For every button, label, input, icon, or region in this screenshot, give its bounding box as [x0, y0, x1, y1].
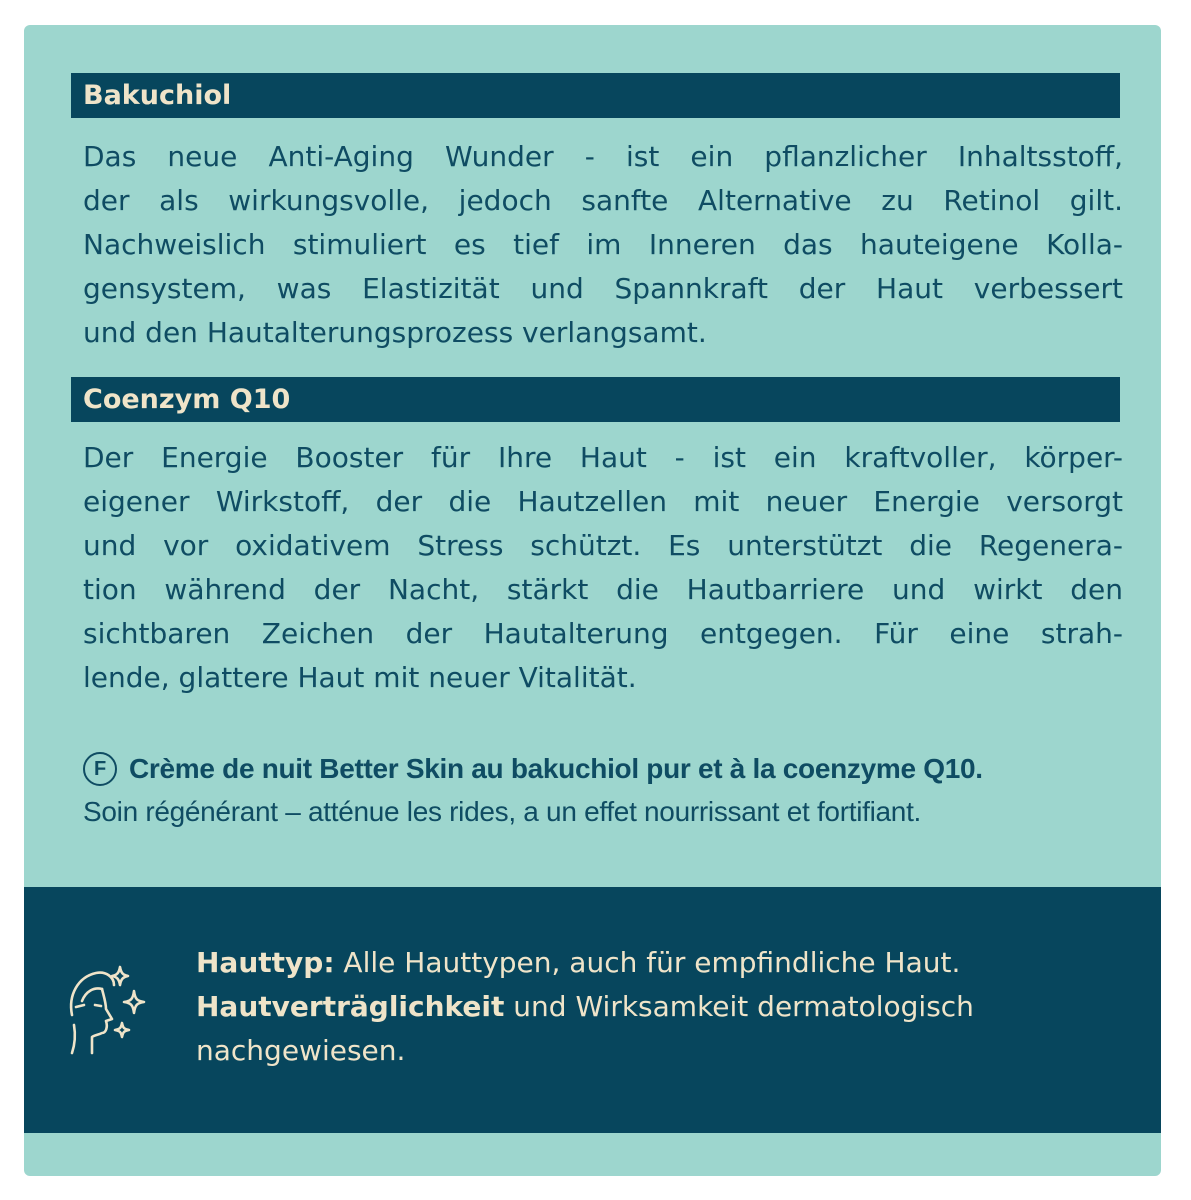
tolerance-value-cont: nachgewiesen.	[196, 1034, 406, 1067]
tolerance-value: und Wirksamkeit dermatologisch	[504, 990, 974, 1023]
section-heading-coenzym: Coenzym Q10	[71, 377, 1120, 422]
text-line: Das neue Anti-Aging Wunder - ist ein pflanzlicher Inhaltsstoff,	[83, 140, 1123, 173]
text-line: gensystem, was Elastizität und Spannkraft der Haut verbessert	[83, 272, 1123, 305]
section-text-coenzym	[83, 436, 1123, 700]
text-line: eigener Wirkstoff, der die Hautzellen mit neuer Energie versorgt	[83, 485, 1123, 518]
language-badge-icon: F	[83, 752, 117, 786]
face-sparkle-icon	[62, 961, 152, 1061]
section-heading-bakuchiol: Bakuchiol	[71, 73, 1120, 118]
text-line: tion während der Nacht, stärkt die Hautbarriere und wirkt den	[83, 573, 1123, 606]
text-line: sichtbaren Zeichen der Hautalterung entgegen. Für eine strah-	[83, 617, 1123, 650]
french-title-row	[83, 748, 1133, 790]
section-text-bakuchiol	[83, 135, 1123, 355]
product-info-panel	[24, 25, 1161, 1176]
tolerance-label: Hautverträglichkeit	[196, 990, 505, 1023]
text-line: und den Hautalterungsprozess verlangsamt.	[83, 316, 707, 349]
skin-type-label: Hauttyp:	[196, 946, 335, 979]
french-text: Soin régénérant – atténue les rides, a un effet nourrissant et fortifiant.	[83, 796, 922, 827]
text-line: Der Energie Booster für Ihre Haut - ist ein kraftvoller, körper-	[83, 441, 1123, 474]
french-title: Crème de nuit Better Skin au bakuchiol pur et à la coenzyme Q10.	[129, 753, 983, 784]
text-line: der als wirkungsvolle, jedoch sanfte Alternative zu Retinol gilt.	[83, 184, 1123, 217]
skin-type-text	[196, 941, 974, 1073]
text-line: lende, glattere Haut mit neuer Vitalität.	[83, 661, 637, 694]
french-description	[83, 748, 1133, 834]
skin-type-footer	[24, 887, 1161, 1133]
text-line: Nachweislich stimuliert es tief im Inneren das hauteigene Kolla-	[83, 228, 1123, 261]
skin-type-value: Alle Hauttypen, auch für empfindliche Haut.	[334, 946, 961, 979]
text-line: und vor oxidativem Stress schützt. Es unterstützt die Regenera-	[83, 529, 1123, 562]
